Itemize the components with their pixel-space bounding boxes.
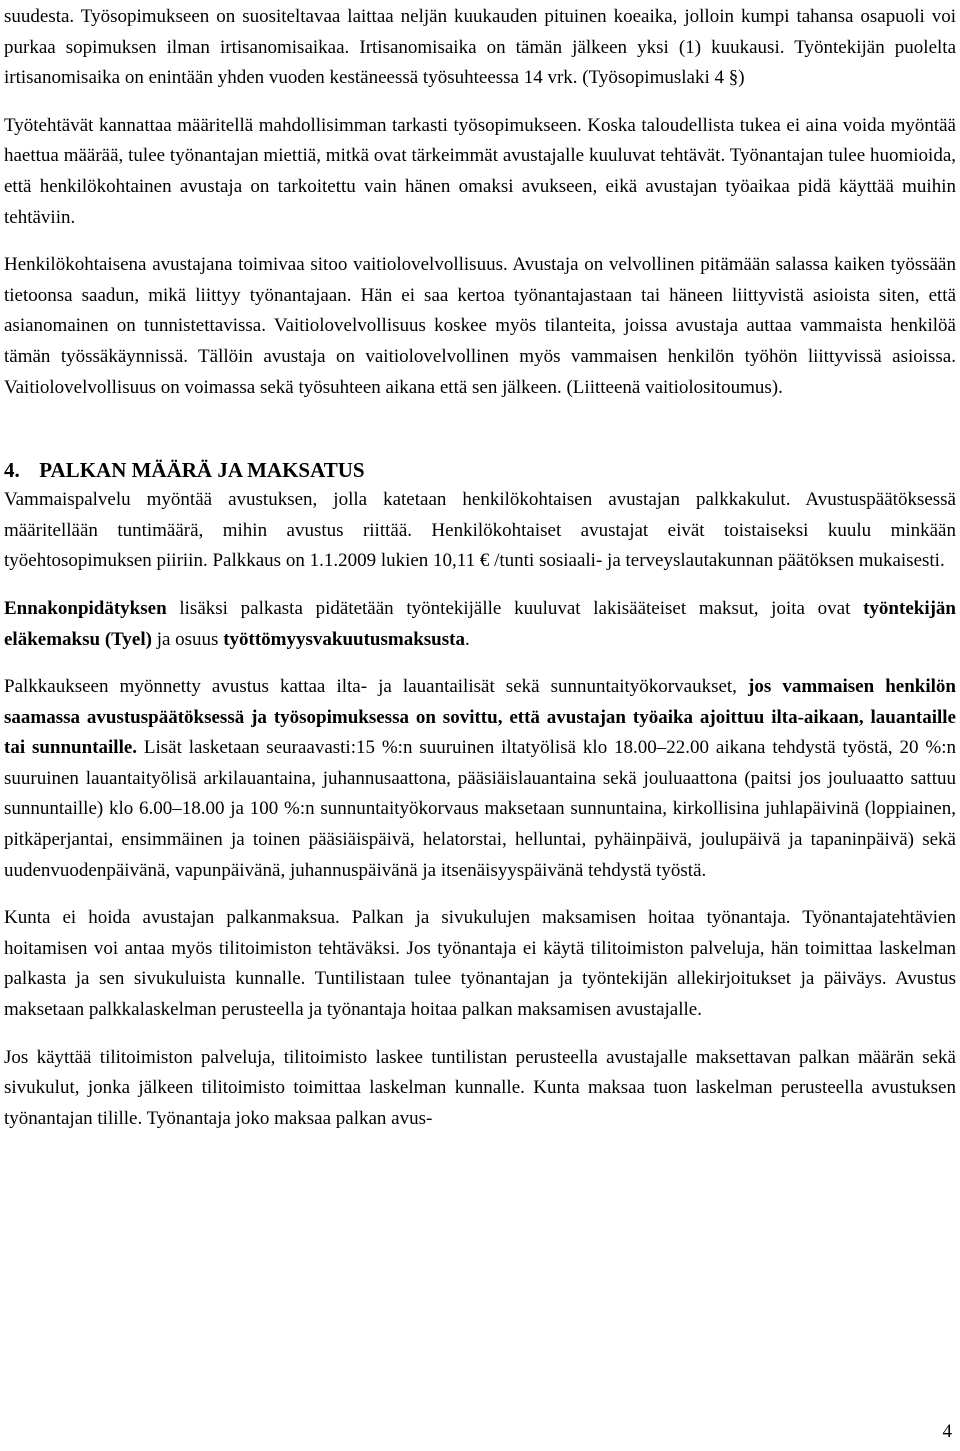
text-run: Palkkaukseen myönnetty avustus kattaa ilta- ja lauantailisät sekä sunnuntaityökorvaukset, — [4, 676, 749, 698]
page-number: 4 — [942, 1421, 952, 1442]
bold-condition: jos vammaisen henkilön saamassa avustuspäätöksessä ja työsopimuksessa on sovittu, että avustajan työaika ajoittuu ilta-aikaan, lauantaille tai sunnuntaille. — [4, 676, 956, 759]
paragraph-confidentiality: Henkilökohtaisena avustajana toimivaa sitoo vaitiolovelvollisuus. Avustaja on velvollinen pitämään salassa kaiken työssään tietoonsa saadun, mikä liittyy työnantajaan. Hän ei saa kertoa työnantajastaan tai häneen liittyvistä asioista siten, että asianomainen on tunnistettavissa. Vaitiolovelvollisuus koskee myös tilanteita, joissa avustaja auttaa vammaista henkilöä tämän työssäkäynnissä. Tällöin avustaja on vaitiolovelvollinen myös vammaisen henkilön työhön liittyvissä asioissa. Vaitiolovelvollisuus on voimassa sekä työsuhteen aikana että sen jälkeen. (Liitteenä vaitiolositoumus). — [4, 254, 956, 398]
paragraph-payroll: Kunta ei hoida avustajan palkanmaksua. Palkan ja sivukulujen maksamisen hoitaa työnantaja. Työnantajatehtävien hoitamisen voi antaa myös tilitoimiston tehtäväksi. Jos työnantaja ei käytä tilitoimiston palveluja, hän toimittaa laskelman palkasta ja sen sivukuluista kunnalle. Tuntilistaan tulee työnantajan ja työntekijän allekirjoitukset ja päiväys. Avustus maksetaan palkkalaskelman perusteella ja työnantaja hoitaa palkan maksamisen avustajalle. — [4, 907, 956, 1021]
paragraph-accounting-office: Jos käyttää tilitoimiston palveluja, tilitoimisto laskee tuntilistan perusteella avustajalle maksettavan palkan määrän sekä sivukulut, jonka jälkeen tilitoimisto toimittaa laskelman kunnalle. Kunta maksaa tuon laskelman perusteella avustuksen työnantajan tilille. Työnantaja joko maksaa palkan avus- — [4, 1046, 956, 1129]
paragraph-withholding — [4, 594, 956, 655]
text-run: lisäksi palkasta pidätetään työntekijälle kuuluvat lakisääteiset maksut, joita ovat — [166, 597, 864, 619]
text-run: Lisät lasketaan seuraavasti:15 %:n suuruinen iltatyölisä klo 18.00–22.00 aikana tehdystä työstä, 20 %:n suuruinen lauantaityölisä arkilauantaina, juhannusaattona, pääsiäislauantaina sekä jouluaattona (paitsi jos jouluaatto sattuu sunnuntaille) klo 6.00–18.00 ja 100 %:n sunnuntaityökorvaus maksetaan sunnuntaina, kirkollisina juhlapäivinä (loppiainen, pitkäperjantai, ensimmäinen ja toinen pääsiäispäivä, helatorstai, helluntai, pyhäinpäivä, joulupäivä ja tapaninpäivä) sekä uudenvuodenpäivänä, vapunpäivänä, juhannuspäivänä ja itsenäisyyspäivänä tehdystä työstä. — [4, 737, 956, 881]
section-heading — [4, 455, 956, 485]
document-page — [4, 2, 956, 1134]
text-run: ja osuus — [151, 628, 224, 650]
bold-term: työttömyysvakuutusmaksusta — [223, 628, 465, 650]
bold-term: Ennakonpidätyksen — [4, 597, 167, 619]
paragraph-notice-period: suudesta. Työsopimukseen on suositeltavaa laittaa neljän kuukauden pituinen koeaika, jolloin kumpi tahansa osapuoli voi purkaa sopimuksen ilman irtisanomisaikaa. Irtisanomisaika on tämän jälkeen yksi (1) kuukausi. Työntekijän puolelta irtisanomisaika on enintään yhden vuoden kestäneessä työsuhteessa 14 vrk. (Työsopimuslaki 4 §) — [4, 6, 956, 89]
paragraph-work-tasks: Työtehtävät kannattaa määritellä mahdollisimman tarkasti työsopimukseen. Koska taloudellista tukea ei aina voida myöntää haettua määrää, tulee työnantajan miettiä, mitkä ovat tärkeimmät avustajalle kuuluvat tehtävät. Työnantajan tulee huomioida, että henkilökohtainen avustaja on tarkoitettu vain hänen omaksi avukseen, eikä avustajan työaikaa pidä käyttää muihin tehtäviin. — [4, 114, 956, 228]
text-run: . — [464, 628, 470, 650]
section-title: PALKAN MÄÄRÄ JA MAKSATUS — [39, 458, 365, 483]
bold-term: työntekijän eläkemaksu (Tyel) — [4, 597, 956, 650]
paragraph-supplements — [4, 672, 956, 886]
section-number: 4. — [4, 458, 20, 483]
paragraph-grant: Vammaispalvelu myöntää avustuksen, jolla katetaan henkilökohtaisen avustajan palkkakulut. Avustuspäätöksessä määritellään tuntimäärä, mihin avustus riittää. Henkilökohtaiset avustajat eivät toistaiseksi kuulu minkään työehtosopimuksen piiriin. Palkkaus on 1.1.2009 lukien 10,11 € /tunti sosiaali- ja terveyslautakunnan päätöksen mukaisesti. — [4, 489, 956, 572]
